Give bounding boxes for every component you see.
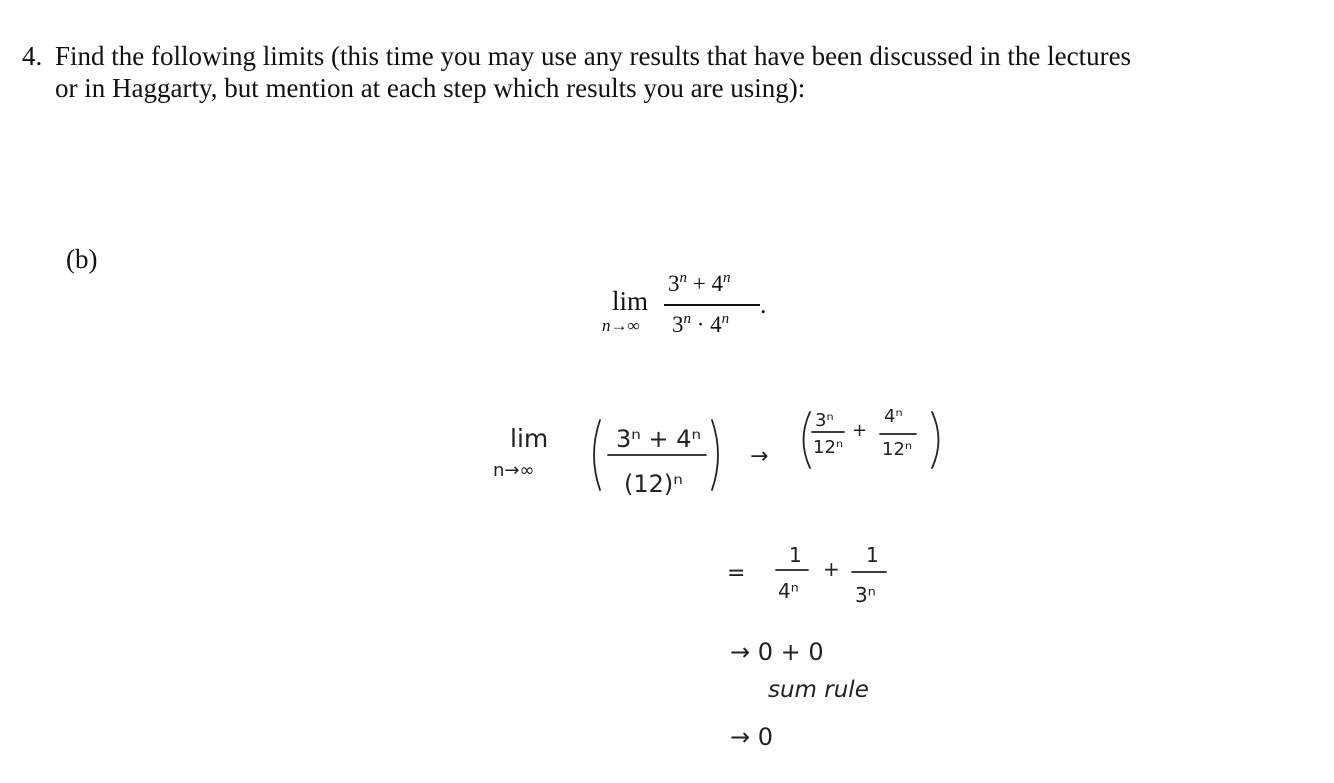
hw-sum-rule-note: sum rule — [768, 677, 869, 703]
formula-lim-subscript: n→∞ — [602, 316, 640, 335]
hw-step3-a-num: 1 — [789, 543, 802, 567]
hw-paren-right-1 — [712, 420, 718, 490]
problem-number: 4. — [22, 41, 43, 71]
hw-paren-right-2 — [932, 412, 939, 468]
problem-text-line-2: or in Haggarty, but mention at each step which results you are using): — [55, 73, 806, 103]
hw-lim: lim — [510, 424, 549, 453]
hw-step2-a-num: 3ⁿ — [815, 410, 834, 431]
hw-step3-b-num: 1 — [866, 543, 879, 567]
hw-step2-b-den: 12ⁿ — [882, 439, 913, 460]
formula-numerator: $3^n + 4^n$ — [668, 270, 731, 296]
hw-step3-b-den: 3ⁿ — [855, 583, 876, 607]
hw-paren-left-2 — [804, 412, 811, 468]
hw-lim-subscript: n→∞ — [493, 460, 535, 481]
problem-text-line-1: Find the following limits (this time you may use any results that have been discussed in the lectures — [55, 41, 1132, 71]
hw-paren-left-1 — [594, 420, 600, 490]
hw-step3-a-den: 4ⁿ — [778, 579, 799, 603]
hw-step1-denominator: (12)ⁿ — [624, 470, 683, 498]
hw-step2-a-den: 12ⁿ — [813, 437, 844, 458]
formula-lim: lim — [612, 286, 649, 316]
hw-step1-numerator: 3ⁿ + 4ⁿ — [616, 425, 702, 453]
hw-arrow-1: → — [750, 444, 769, 469]
hw-step5: → 0 — [730, 723, 774, 751]
hw-equals: = — [727, 561, 746, 586]
formula-period: . — [760, 290, 767, 319]
part-label: (b) — [66, 244, 98, 274]
formula-denominator: $3^n \cdot 4^n$ — [672, 311, 730, 337]
hw-step3-plus: + — [823, 557, 840, 581]
hw-step4: → 0 + 0 — [730, 638, 824, 666]
hw-step2-plus: + — [852, 420, 868, 441]
hw-step2-b-num: 4ⁿ — [884, 406, 903, 427]
